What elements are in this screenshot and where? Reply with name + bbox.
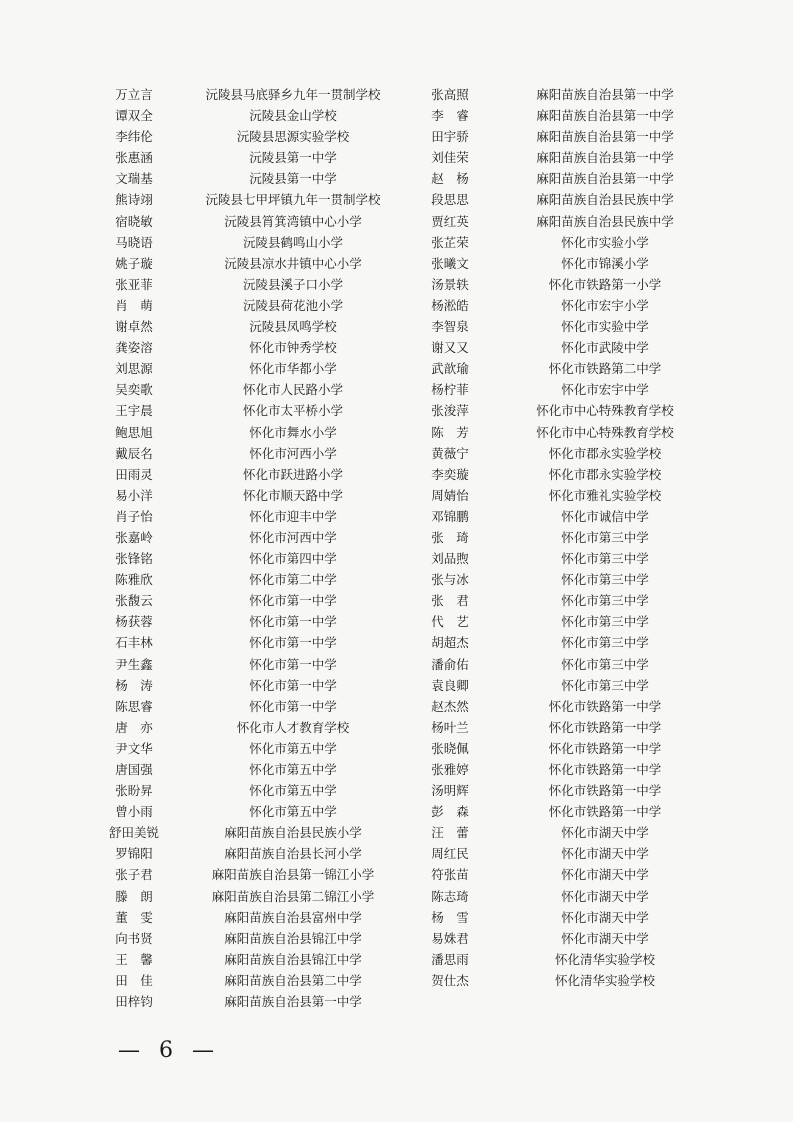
list-item: [428, 822, 768, 843]
list-item: [104, 590, 444, 611]
person-name: 谢又又: [431, 340, 469, 356]
person-name: 易姝君: [431, 930, 469, 946]
list-item: [104, 928, 444, 949]
school-name: 怀化市华都小学: [249, 361, 337, 377]
school-name: 麻阳苗族自治县第一中学: [536, 171, 674, 187]
school-name: 怀化市中心特殊教育学校: [536, 424, 674, 440]
school-name: 怀化市第四中学: [249, 551, 337, 567]
school-name: 怀化市人才教育学校: [236, 719, 350, 735]
person-name: 肖 萌: [115, 297, 153, 313]
list-item: [104, 274, 444, 295]
list-item: [104, 400, 444, 421]
person-name: 贺仕杰: [431, 972, 469, 988]
list-item: [428, 632, 768, 653]
person-name: 赵 杨: [431, 171, 469, 187]
school-name: 怀化市迎丰中学: [249, 508, 337, 524]
school-name: 怀化市铁路第一中学: [548, 804, 662, 820]
list-item: [104, 696, 444, 717]
person-name: 张 君: [431, 593, 469, 609]
person-name: 符张苗: [431, 867, 469, 883]
list-item: [428, 126, 768, 147]
school-name: 沅陵县思源实验学校: [236, 129, 350, 145]
person-name: 袁良卿: [431, 677, 469, 693]
list-item: [428, 780, 768, 801]
list-item: [428, 864, 768, 885]
person-name: 张子君: [115, 867, 153, 883]
school-name: 麻阳苗族自治县第二锦江小学: [211, 888, 375, 904]
person-name: 唐国强: [115, 762, 153, 777]
school-name: 沅陵县筲箕湾镇中心小学: [224, 213, 362, 229]
list-item: [104, 168, 444, 189]
person-name: 周婧怡: [431, 487, 469, 503]
school-name: 怀化市诚信中学: [561, 508, 649, 524]
school-name: 怀化市第五中学: [249, 783, 337, 799]
person-name: 张嘉岭: [115, 529, 153, 545]
school-name: 怀化市第三中学: [561, 593, 649, 609]
school-name: 怀化市郡永实验学校: [548, 466, 662, 482]
school-name: 怀化市第三中学: [561, 656, 649, 672]
school-name: 怀化市第一中学: [249, 656, 337, 672]
school-name: 怀化市跃进路小学: [242, 466, 343, 482]
person-name: 贾红英: [431, 213, 469, 229]
person-name: 张与冰: [431, 572, 469, 588]
list-item: [104, 105, 444, 126]
list-item: [428, 232, 768, 253]
school-name: 怀化市湖天中学: [561, 867, 649, 883]
person-name: 陈雅欣: [115, 572, 153, 588]
list-item: [428, 84, 768, 105]
person-name: 田 佳: [115, 972, 153, 988]
list-item: [104, 717, 444, 738]
person-name: 张盼昇: [115, 783, 153, 799]
list-item: [104, 759, 444, 780]
list-item: [428, 379, 768, 400]
list-item: [428, 886, 768, 907]
person-name: 段思思: [431, 192, 469, 208]
person-name: 向书贤: [115, 930, 153, 946]
list-item: [428, 358, 768, 379]
list-item: [428, 506, 768, 527]
person-name: 杨 雪: [431, 909, 469, 925]
person-name: 胡超杰: [431, 635, 469, 651]
school-name: 麻阳苗族自治县锦江中学: [224, 930, 362, 946]
school-name: 怀化市实验中学: [561, 319, 649, 335]
list-item: [104, 126, 444, 147]
school-name: 麻阳苗族自治县民族中学: [536, 213, 674, 229]
person-name: 戴辰名: [115, 445, 153, 461]
list-item: [104, 485, 444, 506]
list-item: [104, 949, 444, 970]
list-item: [104, 611, 444, 632]
list-item: [428, 717, 768, 738]
list-item: [428, 548, 768, 569]
school-name: 怀化市第五中学: [249, 804, 337, 820]
school-name: 麻阳苗族自治县第一中学: [224, 994, 362, 1010]
list-item: [428, 168, 768, 189]
list-item: [104, 464, 444, 485]
school-name: 麻阳苗族自治县第一锦江小学: [211, 867, 375, 883]
person-name: 谭双全: [115, 108, 153, 124]
school-name: 怀化市第三中学: [561, 529, 649, 545]
list-item: [428, 400, 768, 421]
list-item: [104, 295, 444, 316]
school-name: 怀化市太平桥小学: [242, 403, 343, 419]
list-item: [104, 780, 444, 801]
person-name: 鲍思旭: [115, 424, 153, 440]
person-name: 李奕璇: [431, 466, 469, 482]
school-name: 怀化清华实验学校: [554, 972, 655, 988]
list-item: [104, 970, 444, 991]
list-item: [428, 949, 768, 970]
school-name: 沅陵县金山学校: [249, 108, 337, 124]
person-name: 刘思源: [115, 361, 153, 377]
list-item: [428, 527, 768, 548]
person-name: 张亚菲: [115, 276, 153, 292]
person-name: 赵杰然: [431, 698, 469, 714]
list-item: [428, 590, 768, 611]
person-name: 黄薇宁: [431, 445, 469, 461]
list-item: [104, 232, 444, 253]
list-item: [104, 337, 444, 358]
school-name: 怀化市第三中学: [561, 677, 649, 693]
list-item: [104, 443, 444, 464]
list-item: [104, 84, 444, 105]
left-column-list: [104, 84, 444, 1012]
list-item: [104, 801, 444, 822]
list-item: [104, 527, 444, 548]
person-name: 张晓佩: [431, 740, 469, 756]
school-name: 怀化市第三中学: [561, 551, 649, 567]
school-name: 怀化市铁路第一中学: [548, 762, 662, 777]
school-name: 怀化市第二中学: [249, 572, 337, 588]
school-name: 沅陵县溪子口小学: [242, 276, 343, 292]
list-item: [428, 485, 768, 506]
right-column-list: [428, 84, 768, 991]
school-name: 麻阳苗族自治县民族中学: [536, 192, 674, 208]
list-item: [104, 654, 444, 675]
person-name: 陈 芳: [431, 424, 469, 440]
list-item: [428, 696, 768, 717]
list-item: [428, 443, 768, 464]
person-name: 舒田美锐: [108, 825, 159, 841]
school-name: 怀化市郡永实验学校: [548, 445, 662, 461]
person-name: 刘品煦: [431, 551, 469, 567]
list-item: [428, 611, 768, 632]
person-name: 刘佳荣: [431, 150, 469, 166]
person-name: 陈志琦: [431, 888, 469, 904]
school-name: 怀化市湖天中学: [561, 888, 649, 904]
list-item: [428, 253, 768, 274]
list-item: [104, 253, 444, 274]
page-number: — 6 —: [118, 1038, 220, 1063]
person-name: 潘思雨: [431, 951, 469, 967]
school-name: 怀化市第一中学: [249, 593, 337, 609]
school-name: 怀化市第一中学: [249, 635, 337, 651]
person-name: 宿晓敏: [115, 213, 153, 229]
school-name: 怀化市第一中学: [249, 614, 337, 630]
list-item: [428, 569, 768, 590]
list-item: [428, 105, 768, 126]
school-name: 怀化市湖天中学: [561, 909, 649, 925]
school-name: 怀化市中心特殊教育学校: [536, 403, 674, 419]
school-name: 怀化市湖天中学: [561, 825, 649, 841]
list-item: [428, 759, 768, 780]
school-name: 怀化市湖天中学: [561, 930, 649, 946]
person-name: 罗锦阳: [115, 846, 153, 862]
list-item: [104, 886, 444, 907]
school-name: 怀化市舞水小学: [249, 424, 337, 440]
list-item: [428, 801, 768, 822]
person-name: 杨获蓉: [115, 614, 153, 630]
school-name: 沅陵县凤鸣学校: [249, 319, 337, 335]
school-name: 怀化清华实验学校: [554, 951, 655, 967]
person-name: 陈思睿: [115, 698, 153, 714]
list-item: [428, 295, 768, 316]
school-name: 怀化市第五中学: [249, 740, 337, 756]
person-name: 张惠涵: [115, 150, 153, 166]
school-name: 怀化市河西中学: [249, 529, 337, 545]
person-name: 田雨灵: [115, 466, 153, 482]
school-name: 怀化市钟秀学校: [249, 340, 337, 356]
list-item: [104, 675, 444, 696]
school-name: 怀化市宏宇小学: [561, 297, 649, 313]
school-name: 沅陵县马底驿乡九年一贯制学校: [205, 87, 381, 102]
person-name: 姚子璇: [115, 255, 153, 271]
person-name: 张浚萍: [431, 403, 469, 419]
list-item: [104, 379, 444, 400]
person-name: 尹文华: [115, 740, 153, 756]
person-name: 熊诗翊: [115, 192, 153, 208]
person-name: 易小洋: [115, 487, 153, 503]
school-name: 怀化市湖天中学: [561, 846, 649, 862]
school-name: 怀化市第一中学: [249, 677, 337, 693]
list-item: [104, 358, 444, 379]
person-name: 文瑞基: [115, 171, 153, 187]
person-name: 张锋铭: [115, 551, 153, 567]
list-item: [428, 464, 768, 485]
list-item: [104, 506, 444, 527]
list-item: [428, 274, 768, 295]
person-name: 唐 亦: [115, 719, 153, 735]
list-item: [428, 189, 768, 210]
list-item: [104, 632, 444, 653]
school-name: 怀化市人民路小学: [242, 382, 343, 398]
person-name: 张曦文: [431, 255, 469, 271]
school-name: 怀化市宏宇中学: [561, 382, 649, 398]
school-name: 麻阳苗族自治县第一中学: [536, 108, 674, 124]
list-item: [428, 211, 768, 232]
school-name: 怀化市铁路第一小学: [548, 276, 662, 292]
school-name: 麻阳苗族自治县第一中学: [536, 87, 674, 102]
school-name: 怀化市第三中学: [561, 614, 649, 630]
school-name: 沅陵县七甲坪镇九年一贯制学校: [205, 192, 381, 208]
list-item: [104, 738, 444, 759]
school-name: 沅陵县荷花池小学: [242, 297, 343, 313]
school-name: 沅陵县第一中学: [249, 171, 337, 187]
list-item: [428, 675, 768, 696]
school-name: 麻阳苗族自治县第二中学: [224, 972, 362, 988]
list-item: [428, 907, 768, 928]
school-name: 怀化市实验小学: [561, 234, 649, 250]
person-name: 田梓钧: [115, 994, 153, 1010]
person-name: 肖子怡: [115, 508, 153, 524]
list-item: [104, 422, 444, 443]
list-item: [104, 907, 444, 928]
person-name: 曾小雨: [115, 804, 153, 820]
list-item: [428, 654, 768, 675]
list-item: [104, 316, 444, 337]
person-name: 杨淞皓: [431, 297, 469, 313]
list-item: [428, 422, 768, 443]
person-name: 王宇晨: [115, 403, 153, 419]
person-name: 张雅婷: [431, 762, 469, 777]
list-item: [428, 843, 768, 864]
person-name: 万立言: [115, 87, 153, 102]
school-name: 麻阳苗族自治县锦江中学: [224, 951, 362, 967]
school-name: 麻阳苗族自治县民族小学: [224, 825, 362, 841]
person-name: 杨叶兰: [431, 719, 469, 735]
list-item: [428, 928, 768, 949]
list-item: [428, 738, 768, 759]
person-name: 潘俞佑: [431, 656, 469, 672]
school-name: 怀化市锦溪小学: [561, 255, 649, 271]
school-name: 怀化市第三中学: [561, 635, 649, 651]
person-name: 张芷荣: [431, 234, 469, 250]
person-name: 吴奕歌: [115, 382, 153, 398]
school-name: 怀化市铁路第一中学: [548, 698, 662, 714]
school-name: 怀化市铁路第一中学: [548, 740, 662, 756]
list-item: [104, 864, 444, 885]
person-name: 武歆瑜: [431, 361, 469, 377]
school-name: 怀化市第一中学: [249, 698, 337, 714]
school-name: 怀化市铁路第一中学: [548, 783, 662, 799]
person-name: 张高照: [431, 87, 469, 102]
list-item: [428, 147, 768, 168]
school-name: 麻阳苗族自治县长河小学: [224, 846, 362, 862]
school-name: 沅陵县鹤鸣山小学: [242, 234, 343, 250]
person-name: 汤景轶: [431, 276, 469, 292]
list-item: [104, 548, 444, 569]
school-name: 怀化市雅礼实验学校: [548, 487, 662, 503]
school-name: 沅陵县第一中学: [249, 150, 337, 166]
person-name: 邓锦鹏: [431, 508, 469, 524]
list-item: [428, 316, 768, 337]
school-name: 麻阳苗族自治县富州中学: [224, 909, 362, 925]
person-name: 李 睿: [431, 108, 469, 124]
school-name: 怀化市河西小学: [249, 445, 337, 461]
list-item: [104, 211, 444, 232]
list-item: [104, 189, 444, 210]
school-name: 怀化市铁路第一中学: [548, 719, 662, 735]
person-name: 李纬伦: [115, 129, 153, 145]
person-name: 董 雯: [115, 909, 153, 925]
person-name: 杨 涛: [115, 677, 153, 693]
person-name: 杨柠菲: [431, 382, 469, 398]
person-name: 马晓语: [115, 234, 153, 250]
school-name: 怀化市铁路第二中学: [548, 361, 662, 377]
school-name: 怀化市顺天路中学: [242, 487, 343, 503]
person-name: 张馥云: [115, 593, 153, 609]
school-name: 麻阳苗族自治县第一中学: [536, 150, 674, 166]
person-name: 周红民: [431, 846, 469, 862]
list-item: [104, 147, 444, 168]
person-name: 尹生鑫: [115, 656, 153, 672]
person-name: 李智泉: [431, 319, 469, 335]
list-item: [104, 569, 444, 590]
person-name: 汤明辉: [431, 783, 469, 799]
person-name: 龚姿溶: [115, 340, 153, 356]
person-name: 田宇骄: [431, 129, 469, 145]
school-name: 麻阳苗族自治县第一中学: [536, 129, 674, 145]
person-name: 谢卓然: [115, 319, 153, 335]
school-name: 怀化市武陵中学: [561, 340, 649, 356]
list-item: [428, 970, 768, 991]
list-item: [428, 337, 768, 358]
person-name: 王 馨: [115, 951, 153, 967]
person-name: 石丰林: [115, 635, 153, 651]
person-name: 滕 朗: [115, 888, 153, 904]
person-name: 张 琦: [431, 529, 469, 545]
list-item: [104, 991, 444, 1012]
person-name: 汪 蕾: [431, 825, 469, 841]
school-name: 怀化市第五中学: [249, 762, 337, 777]
person-name: 代 艺: [431, 614, 469, 630]
person-name: 彭 森: [431, 804, 469, 820]
list-item: [104, 822, 444, 843]
school-name: 怀化市第三中学: [561, 572, 649, 588]
school-name: 沅陵县凉水井镇中心小学: [224, 255, 362, 271]
list-item: [104, 843, 444, 864]
